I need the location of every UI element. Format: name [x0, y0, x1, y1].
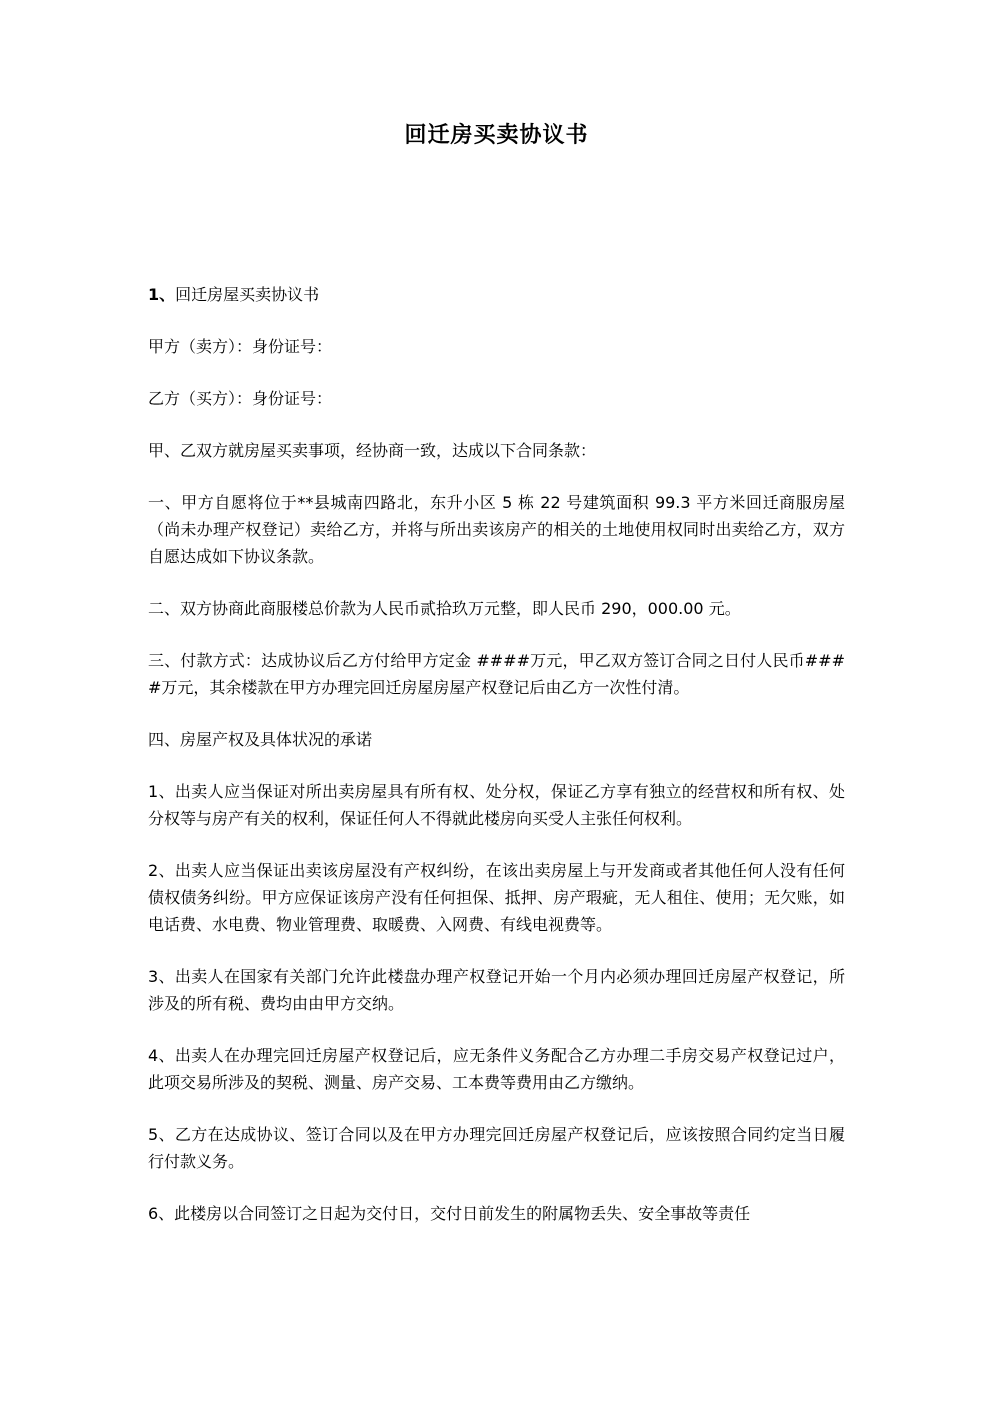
- paragraph-clause-4-item-5: 5、乙方在达成协议、签订合同以及在甲方办理完回迁房屋产权登记后，应该按照合同约定当日履行付款义务。: [148, 1125, 845, 1171]
- paragraph-preamble: 甲、乙双方就房屋买卖事项，经协商一致，达成以下合同条款：: [148, 441, 597, 460]
- paragraph-subtitle: [148, 281, 845, 308]
- paragraph-clause-4-item-1: 1、出卖人应当保证对所出卖房屋具有所有权、处分权，保证乙方享有独立的经营权和所有权、处分权等与房产有关的权利，保证任何人不得就此楼房向买受人主张任何权利。: [148, 782, 845, 828]
- paragraph-clause-4-item-6: 6、此楼房以合同签订之日起为交付日，交付日前发生的附属物丢失、安全事故等责任: [148, 1204, 751, 1223]
- paragraph-clause-3: 三、付款方式：达成协议后乙方付给甲方定金 ####万元，甲乙双方签订合同之日付人民币####万元，其余楼款在甲方办理完回迁房屋房屋产权登记后由乙方一次性付清。: [148, 651, 845, 697]
- paragraph-clause-1: 一、甲方自愿将位于**县城南四路北，东升小区 5 栋 22 号建筑面积 99.3 平方米回迁商服房屋（尚未办理产权登记）卖给乙方，并将与所出卖该房产的相关的土地使用权同时出卖给乙方，双方自愿达成如下协议条款。: [148, 493, 845, 566]
- paragraph-clause-4-heading: 四、房屋产权及具体状况的承诺: [148, 730, 373, 749]
- paragraph-clause-2: 二、双方协商此商服楼总价款为人民币贰拾玖万元整，即人民币 290，000.00 元。: [148, 599, 741, 618]
- paragraph-party-a: 甲方（卖方）：身份证号：: [148, 337, 333, 356]
- paragraph-clause-4-item-4: 4、出卖人在办理完回迁房屋产权登记后，应无条件义务配合乙方办理二手房交易产权登记过户，此项交易所涉及的契税、测量、房产交易、工本费等费用由乙方缴纳。: [148, 1046, 845, 1092]
- paragraph-clause-4-item-2: 2、出卖人应当保证出卖该房屋没有产权纠纷，在该出卖房屋上与开发商或者其他任何人没有任何债权债务纠纷。甲方应保证该房产没有任何担保、抵押、房产瑕疵，无人租住、使用；无欠账，如电话费、水电费、物业管理费、取暖费、入网费、有线电视费等。: [148, 861, 845, 934]
- paragraph-clause-4-item-3: 3、出卖人在国家有关部门允许此楼盘办理产权登记开始一个月内必须办理回迁房屋产权登记，所涉及的所有税、费均由由甲方交纳。: [148, 967, 845, 1013]
- paragraph-text: 回迁房屋买卖协议书: [175, 285, 320, 304]
- paragraph-party-b: 乙方（买方）：身份证号：: [148, 389, 333, 408]
- paragraph-number: 1、: [148, 285, 176, 304]
- document-title: 回迁房买卖协议书: [404, 123, 589, 148]
